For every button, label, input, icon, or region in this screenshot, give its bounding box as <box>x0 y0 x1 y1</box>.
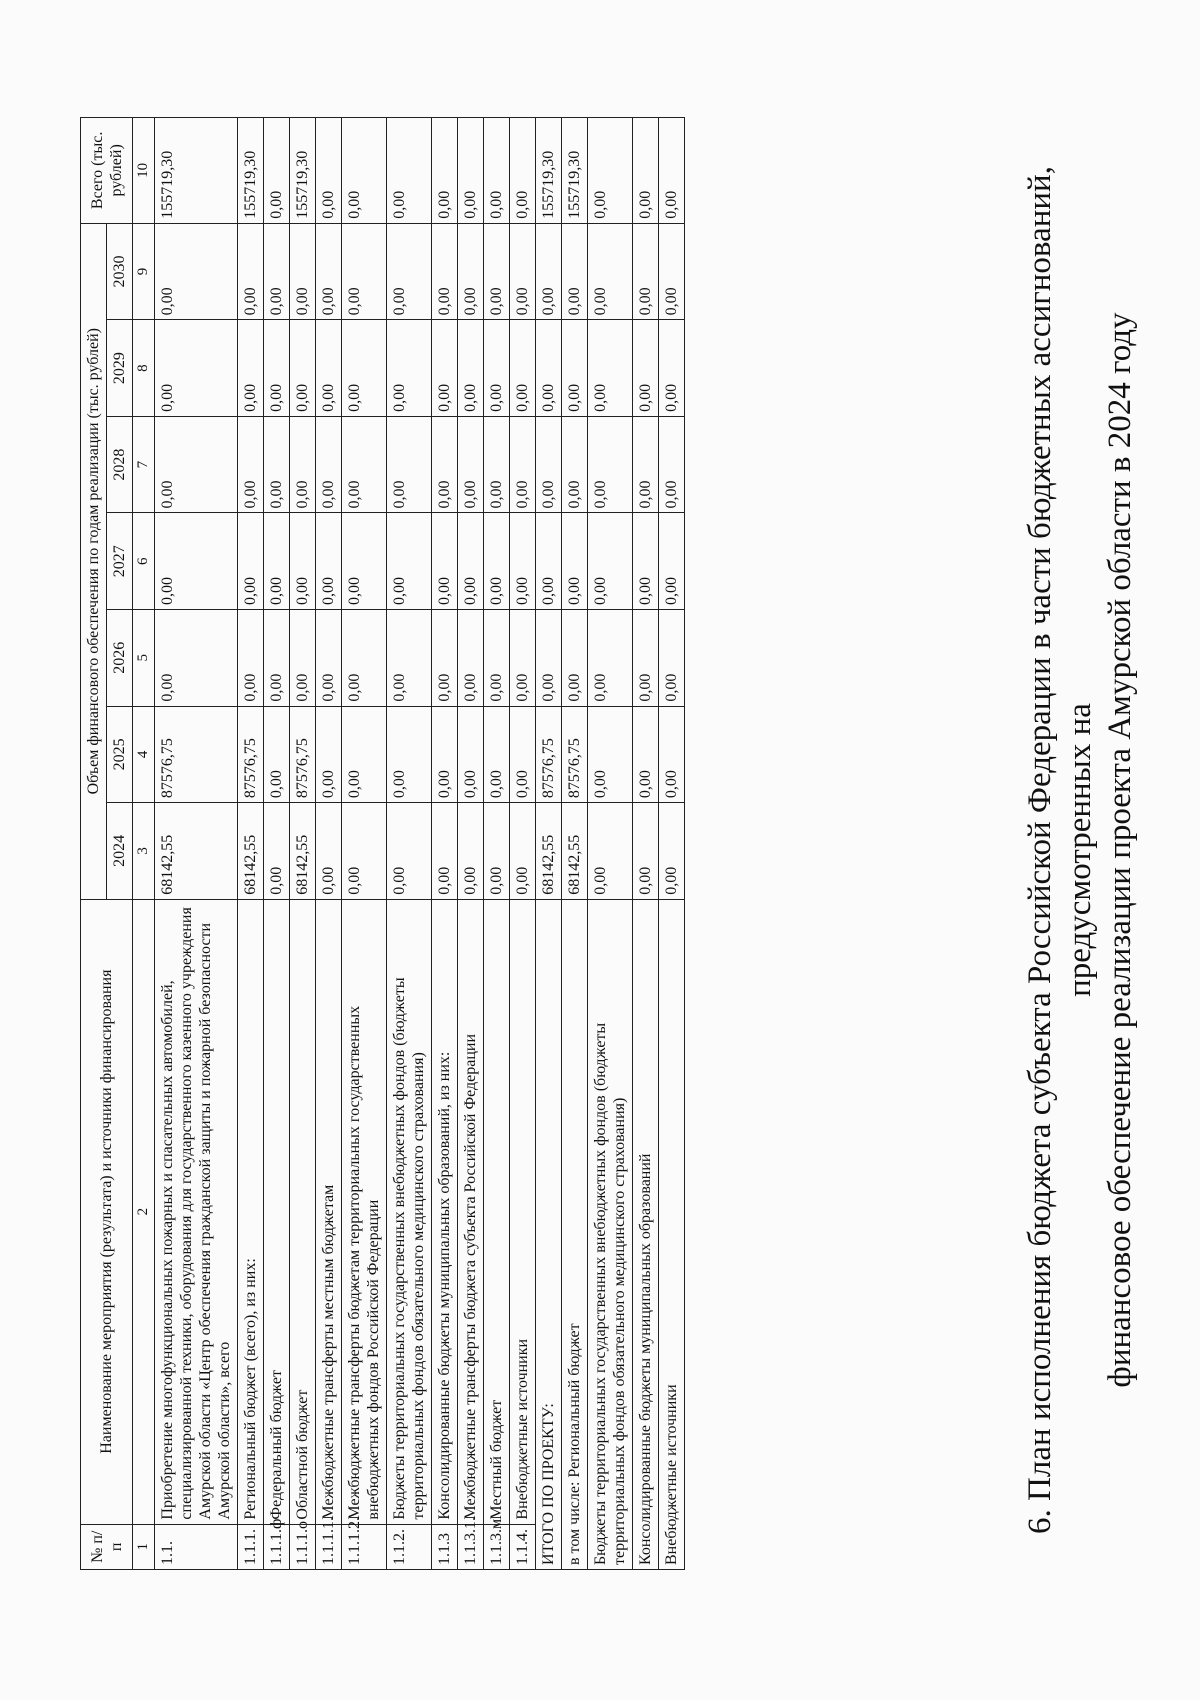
heading-line-2: финансовое обеспечение реализации проекта Амурской области в 2024 году <box>1102 312 1138 1388</box>
cell-value: 0,00 <box>432 320 458 417</box>
cell-no: 1.1.3 <box>432 1524 458 1569</box>
cell-name: Внебюджетные источники <box>510 899 536 1524</box>
cell-total: 0,00 <box>387 118 432 224</box>
cell-value: 0,00 <box>536 610 562 707</box>
cell-name: Федеральный бюджет <box>264 899 290 1524</box>
header-year: 2025 <box>107 706 133 803</box>
cell-value: 0,00 <box>510 320 536 417</box>
header-name: Наименование мероприятия (результата) и источники финансирования <box>81 899 133 1524</box>
cell-value: 0,00 <box>264 320 290 417</box>
subtotal-label: Бюджеты территориальных государственных внебюджетных фондов (бюджеты территориальных фондов обязательного медицинского страхования) <box>588 899 633 1569</box>
table-row <box>264 118 290 1570</box>
header-years-group: Объем финансового обеспечения по годам реализации (тыс. рублей) <box>81 223 107 899</box>
cell-value: 68142,55 <box>562 803 588 900</box>
header-year: 2027 <box>107 513 133 610</box>
cell-value: 0,00 <box>588 223 633 320</box>
cell-value: 0,00 <box>432 610 458 707</box>
column-index: 6 <box>133 513 155 610</box>
cell-value: 0,00 <box>633 803 659 900</box>
cell-value: 0,00 <box>562 223 588 320</box>
cell-value: 0,00 <box>238 416 264 513</box>
heading-line-1: 6. План исполнения бюджета субъекта Российской Федерации в части бюджетных ассигнований, предусмотренных на <box>1022 166 1098 1534</box>
cell-value: 0,00 <box>633 706 659 803</box>
cell-name: Консолидированные бюджеты муниципальных образований, из них: <box>432 899 458 1524</box>
cell-value: 0,00 <box>290 320 316 417</box>
cell-value: 0,00 <box>155 610 238 707</box>
table-row <box>432 118 458 1570</box>
cell-value: 0,00 <box>659 513 685 610</box>
subtotal-row <box>562 118 588 1570</box>
header-year: 2024 <box>107 803 133 900</box>
cell-total: 155719,30 <box>562 118 588 224</box>
cell-value: 0,00 <box>510 416 536 513</box>
cell-value: 0,00 <box>387 320 432 417</box>
cell-no: 1.1.4. <box>510 1524 536 1569</box>
total-label: ИТОГО ПО ПРОЕКТУ: <box>536 899 562 1569</box>
cell-value: 87576,75 <box>562 706 588 803</box>
cell-no: 1.1.1.2. <box>342 1524 387 1569</box>
cell-total: 0,00 <box>633 118 659 224</box>
cell-value: 0,00 <box>484 803 510 900</box>
table-header <box>81 118 155 1570</box>
cell-no: 1.1.3.1. <box>458 1524 484 1569</box>
cell-value: 0,00 <box>238 513 264 610</box>
column-index: 4 <box>133 706 155 803</box>
cell-value: 0,00 <box>264 803 290 900</box>
cell-value: 0,00 <box>510 803 536 900</box>
cell-name: Межбюджетные трансферты местным бюджетам <box>316 899 342 1524</box>
cell-name: Бюджеты территориальных государственных внебюджетных фондов (бюджеты территориальных фондов обязательного медицинского страхования) <box>387 899 432 1524</box>
cell-value: 68142,55 <box>155 803 238 900</box>
cell-total: 0,00 <box>342 118 387 224</box>
cell-value: 0,00 <box>316 416 342 513</box>
cell-value: 0,00 <box>387 513 432 610</box>
column-index: 2 <box>133 899 155 1524</box>
cell-value: 0,00 <box>588 320 633 417</box>
cell-value: 0,00 <box>432 706 458 803</box>
subtotal-label: Консолидированные бюджеты муниципальных образований <box>633 899 659 1569</box>
cell-value: 68142,55 <box>290 803 316 900</box>
cell-value: 0,00 <box>387 803 432 900</box>
cell-no: 1.1.1.о <box>290 1524 316 1569</box>
cell-value: 0,00 <box>588 513 633 610</box>
column-index: 5 <box>133 610 155 707</box>
column-index: 1 <box>133 1524 155 1569</box>
cell-value: 0,00 <box>342 320 387 417</box>
cell-total: 0,00 <box>510 118 536 224</box>
cell-value: 0,00 <box>387 223 432 320</box>
cell-value: 0,00 <box>316 706 342 803</box>
cell-value: 0,00 <box>562 610 588 707</box>
cell-value: 0,00 <box>155 223 238 320</box>
cell-value: 0,00 <box>432 416 458 513</box>
cell-value: 0,00 <box>155 320 238 417</box>
cell-value: 0,00 <box>458 706 484 803</box>
header-no: № п/п <box>81 1524 133 1569</box>
table-row <box>342 118 387 1570</box>
cell-value: 0,00 <box>633 320 659 417</box>
cell-value: 0,00 <box>155 416 238 513</box>
cell-total: 0,00 <box>588 118 633 224</box>
cell-no: 1.1.2. <box>387 1524 432 1569</box>
cell-value: 0,00 <box>484 513 510 610</box>
table-row <box>316 118 342 1570</box>
cell-value: 0,00 <box>238 610 264 707</box>
cell-value: 0,00 <box>458 610 484 707</box>
cell-value: 0,00 <box>387 610 432 707</box>
cell-value: 0,00 <box>290 610 316 707</box>
cell-value: 0,00 <box>484 320 510 417</box>
table-body <box>155 118 685 1570</box>
cell-value: 0,00 <box>316 223 342 320</box>
table-row <box>238 118 264 1570</box>
cell-name: Региональный бюджет (всего), из них: <box>238 899 264 1524</box>
cell-value: 0,00 <box>387 416 432 513</box>
cell-value: 0,00 <box>484 610 510 707</box>
cell-no: 1.1.1.1. <box>316 1524 342 1569</box>
column-index: 7 <box>133 416 155 513</box>
cell-no: 1.1.1.ф <box>264 1524 290 1569</box>
cell-value: 0,00 <box>510 610 536 707</box>
cell-value: 0,00 <box>484 706 510 803</box>
cell-total: 0,00 <box>659 118 685 224</box>
cell-value: 87576,75 <box>536 706 562 803</box>
subtotal-row <box>659 118 685 1570</box>
cell-value: 0,00 <box>633 513 659 610</box>
cell-value: 0,00 <box>510 513 536 610</box>
cell-value: 0,00 <box>238 320 264 417</box>
header-year: 2026 <box>107 610 133 707</box>
cell-name: Областной бюджет <box>290 899 316 1524</box>
cell-no: 1.1.3.м <box>484 1524 510 1569</box>
cell-value: 68142,55 <box>536 803 562 900</box>
cell-value: 0,00 <box>536 320 562 417</box>
cell-value: 0,00 <box>536 513 562 610</box>
cell-value: 0,00 <box>588 706 633 803</box>
subtotal-label: в том числе: Региональный бюджет <box>562 899 588 1569</box>
cell-value: 0,00 <box>342 610 387 707</box>
cell-value: 0,00 <box>562 416 588 513</box>
cell-value: 0,00 <box>562 320 588 417</box>
cell-total: 0,00 <box>316 118 342 224</box>
cell-value: 0,00 <box>316 610 342 707</box>
cell-value: 0,00 <box>342 706 387 803</box>
cell-value: 0,00 <box>659 803 685 900</box>
table-row <box>155 118 238 1570</box>
cell-value: 0,00 <box>510 706 536 803</box>
cell-value: 0,00 <box>290 513 316 610</box>
cell-value: 0,00 <box>659 416 685 513</box>
cell-value: 0,00 <box>484 416 510 513</box>
cell-value: 0,00 <box>316 320 342 417</box>
cell-value: 0,00 <box>633 223 659 320</box>
cell-name: Межбюджетные трансферты бюджета субъекта Российской Федерации <box>458 899 484 1524</box>
cell-value: 0,00 <box>588 803 633 900</box>
cell-value: 87576,75 <box>155 706 238 803</box>
cell-value: 87576,75 <box>290 706 316 803</box>
financing-table <box>80 117 685 1570</box>
cell-value: 0,00 <box>264 223 290 320</box>
table-row <box>290 118 316 1570</box>
cell-name: Межбюджетные трансферты бюджетам территориальных государственных внебюджетных фондов Российской Федерации <box>342 899 387 1524</box>
subtotal-row <box>588 118 633 1570</box>
cell-value: 0,00 <box>264 416 290 513</box>
cell-value: 0,00 <box>342 513 387 610</box>
cell-name: Местный бюджет <box>484 899 510 1524</box>
cell-value: 0,00 <box>264 706 290 803</box>
cell-value: 0,00 <box>484 223 510 320</box>
header-index-row <box>133 118 155 1570</box>
table-row <box>387 118 432 1570</box>
cell-value: 0,00 <box>238 223 264 320</box>
cell-value: 0,00 <box>458 320 484 417</box>
cell-value: 0,00 <box>342 223 387 320</box>
cell-value: 0,00 <box>458 513 484 610</box>
cell-value: 0,00 <box>155 513 238 610</box>
cell-value: 0,00 <box>316 803 342 900</box>
cell-value: 0,00 <box>290 416 316 513</box>
header-year: 2030 <box>107 223 133 320</box>
total-row <box>536 118 562 1570</box>
cell-value: 0,00 <box>432 803 458 900</box>
cell-value: 0,00 <box>659 320 685 417</box>
cell-value: 0,00 <box>633 610 659 707</box>
cell-value: 0,00 <box>588 416 633 513</box>
cell-value: 0,00 <box>316 513 342 610</box>
cell-value: 0,00 <box>633 416 659 513</box>
cell-value: 0,00 <box>510 223 536 320</box>
cell-total: 155719,30 <box>238 118 264 224</box>
cell-value: 0,00 <box>562 513 588 610</box>
column-index: 10 <box>133 118 155 224</box>
cell-value: 0,00 <box>458 416 484 513</box>
subtotal-row <box>633 118 659 1570</box>
cell-value: 0,00 <box>342 803 387 900</box>
column-index: 8 <box>133 320 155 417</box>
cell-value: 0,00 <box>264 513 290 610</box>
column-index: 3 <box>133 803 155 900</box>
table-row <box>458 118 484 1570</box>
cell-value: 0,00 <box>458 223 484 320</box>
subtotal-label: Внебюджетные источники <box>659 899 685 1569</box>
cell-total: 155719,30 <box>536 118 562 224</box>
cell-total: 0,00 <box>458 118 484 224</box>
cell-value: 0,00 <box>387 706 432 803</box>
cell-value: 0,00 <box>588 610 633 707</box>
header-year: 2028 <box>107 416 133 513</box>
cell-name: Приобретение многофункциональных пожарных и спасательных автомобилей, специализированной техники, оборудования для государственного казенного учреждения Амурской области «Центр обеспечения гражданской защиты и пожарной безопасности Амурской области», всего <box>155 899 238 1524</box>
cell-value: 0,00 <box>342 416 387 513</box>
cell-total: 0,00 <box>432 118 458 224</box>
cell-total: 155719,30 <box>155 118 238 224</box>
cell-value: 0,00 <box>659 706 685 803</box>
cell-value: 68142,55 <box>238 803 264 900</box>
cell-value: 0,00 <box>290 223 316 320</box>
column-index: 9 <box>133 223 155 320</box>
cell-no: 1.1. <box>155 1524 238 1569</box>
cell-value: 0,00 <box>432 513 458 610</box>
cell-value: 0,00 <box>659 610 685 707</box>
section-heading <box>1020 140 1140 1560</box>
table-row <box>484 118 510 1570</box>
cell-value: 0,00 <box>536 416 562 513</box>
header-total: Всего (тыс. рублей) <box>81 118 133 224</box>
cell-total: 0,00 <box>264 118 290 224</box>
cell-no: 1.1.1. <box>238 1524 264 1569</box>
cell-total: 0,00 <box>484 118 510 224</box>
cell-value: 0,00 <box>659 223 685 320</box>
cell-value: 0,00 <box>432 223 458 320</box>
cell-value: 0,00 <box>458 803 484 900</box>
table-row <box>510 118 536 1570</box>
cell-total: 155719,30 <box>290 118 316 224</box>
cell-value: 0,00 <box>536 223 562 320</box>
header-year: 2029 <box>107 320 133 417</box>
cell-value: 0,00 <box>264 610 290 707</box>
cell-value: 87576,75 <box>238 706 264 803</box>
